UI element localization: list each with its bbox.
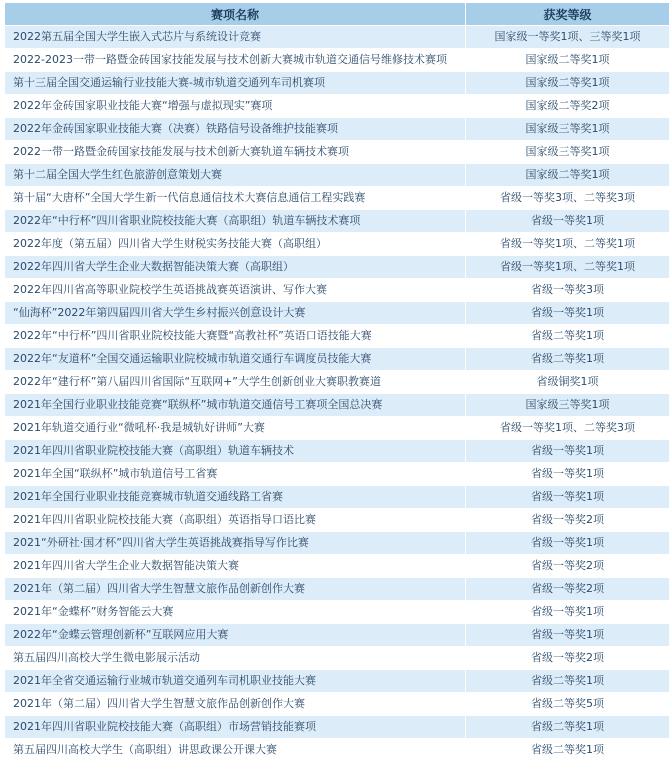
table-row [5,670,670,693]
award-level-cell: 省级铜奖1项 [466,371,670,394]
competition-name-cell: 第十三届全国交通运输行业技能大赛-城市轨道交通列车司机赛项 [5,72,466,95]
competition-name-cell: 2022年度（第五届）四川省大学生财税实务技能大赛（高职组） [5,233,466,256]
table-header [5,3,670,26]
table-row [5,371,670,394]
table-row [5,233,670,256]
table-row [5,26,670,49]
header-award-level: 获奖等级 [466,3,670,26]
award-level-cell: 国家级二等奖2项 [466,95,670,118]
competition-name-cell: 2021年全国“联纵杯”城市轨道信号工省赛 [5,463,466,486]
competition-name-cell: 2021年（第二届）四川省大学生智慧文旅作品创新创作大赛 [5,693,466,716]
award-level-cell: 国家级二等奖1项 [466,49,670,72]
table-row [5,739,670,762]
table-body [5,26,670,762]
competition-name-cell: 2022年金砖国家职业技能大赛“增强与虚拟现实”赛项 [5,95,466,118]
table-row [5,716,670,739]
table-row [5,325,670,348]
table-row [5,693,670,716]
award-level-cell: 省级一等奖1项 [466,532,670,555]
table-row [5,72,670,95]
award-level-cell: 省级一等奖1项 [466,302,670,325]
table-row [5,417,670,440]
competition-name-cell: 第十二届全国大学生红色旅游创意策划大赛 [5,164,466,187]
competition-name-cell: 2021年（第二届）四川省大学生智慧文旅作品创新创作大赛 [5,578,466,601]
competition-name-cell: 2022年“友道杯”全国交通运输职业院校城市轨道交通行车调度员技能大赛 [5,348,466,371]
competition-name-cell: 2021年全省交通运输行业城市轨道交通列车司机职业技能大赛 [5,670,466,693]
competition-name-cell: 第十届“大唐杯”全国大学生新一代信息通信技术大赛信息通信工程实践赛 [5,187,466,210]
competition-name-cell: 2021年轨道交通行业“微吼杯·我是城轨好讲师”大赛 [5,417,466,440]
award-level-cell: 省级一等奖2项 [466,555,670,578]
award-level-cell: 国家级一等奖1项、三等奖1项 [466,26,670,49]
competition-name-cell: 2022年“建行杯”第八届四川省国际“互联网+”大学生创新创业大赛职教赛道 [5,371,466,394]
award-level-cell: 国家级三等奖1项 [466,141,670,164]
competition-name-cell: 2021年全国行业职业技能竞赛“联纵杯”城市轨道交通信号工赛项全国总决赛 [5,394,466,417]
competition-name-cell: 2021年四川省职业院校技能大赛（高职组）英语指导口语比赛 [5,509,466,532]
competition-name-cell: 2022年四川省高等职业院校学生英语挑战赛英语演讲、写作大赛 [5,279,466,302]
table-row [5,141,670,164]
award-level-cell: 省级一等奖1项 [466,210,670,233]
competition-name-cell: 2022年“中行杯”四川省职业院校技能大赛（高职组）轨道车辆技术赛项 [5,210,466,233]
awards-table [4,2,670,762]
award-level-cell: 国家级二等奖1项 [466,72,670,95]
award-level-cell: 省级二等奖5项 [466,693,670,716]
competition-name-cell: 2021年四川省大学生企业大数据智能决策大赛 [5,555,466,578]
table-row [5,647,670,670]
header-row [5,3,670,26]
competition-name-cell: 2022年“中行杯”四川省职业院校技能大赛暨“高教社杯”英语口语技能大赛 [5,325,466,348]
competition-name-cell: 2022年四川省大学生企业大数据智能决策大赛（高职组） [5,256,466,279]
award-level-cell: 省级二等奖1项 [466,348,670,371]
table-row [5,348,670,371]
award-level-cell: 国家级三等奖1项 [466,394,670,417]
award-level-cell: 省级一等奖2项 [466,578,670,601]
table-row [5,624,670,647]
award-level-cell: 省级二等奖1项 [466,739,670,762]
award-level-cell: 省级一等奖1项、二等奖3项 [466,417,670,440]
award-level-cell: 国家级二等奖1项 [466,164,670,187]
award-level-cell: 省级一等奖2项 [466,509,670,532]
competition-name-cell: 2021年“金蝶杯”财务智能云大赛 [5,601,466,624]
table-row [5,601,670,624]
competition-name-cell: 2021“外研社·国才杯”四川省大学生英语挑战赛指导写作比赛 [5,532,466,555]
table-row [5,578,670,601]
award-level-cell: 省级一等奖2项 [466,647,670,670]
competition-name-cell: 2021年全国行业职业技能竞赛城市轨道交通线路工省赛 [5,486,466,509]
award-level-cell: 国家级三等奖1项 [466,118,670,141]
competition-name-cell: 2022一带一路暨金砖国家技能发展与技术创新大赛轨道车辆技术赛项 [5,141,466,164]
award-level-cell: 省级一等奖1项 [466,486,670,509]
competition-name-cell: 2021年四川省职业院校技能大赛（高职组）市场营销技能赛项 [5,716,466,739]
table-row [5,279,670,302]
table-row [5,95,670,118]
competition-name-cell: 2022第五届全国大学生嵌入式芯片与系统设计竞赛 [5,26,466,49]
competition-name-cell: “仙海杯”2022年第四届四川省大学生乡村振兴创意设计大赛 [5,302,466,325]
header-competition-name: 赛项名称 [5,3,466,26]
table-row [5,256,670,279]
table-row [5,555,670,578]
award-level-cell: 省级一等奖1项 [466,601,670,624]
award-level-cell: 省级一等奖3项、二等奖3项 [466,187,670,210]
competition-name-cell: 2022年“金蝶云管理创新杯”互联网应用大赛 [5,624,466,647]
table-row [5,187,670,210]
competition-name-cell: 第五届四川高校大学生（高职组）讲思政课公开课大赛 [5,739,466,762]
table-row [5,440,670,463]
award-level-cell: 省级一等奖1项 [466,463,670,486]
award-level-cell: 省级一等奖3项 [466,279,670,302]
table-row [5,302,670,325]
competition-name-cell: 2021年四川省职业院校技能大赛（高职组）轨道车辆技术 [5,440,466,463]
award-level-cell: 省级一等奖1项 [466,624,670,647]
table-row [5,210,670,233]
award-level-cell: 省级二等奖1项 [466,716,670,739]
competition-name-cell: 2022-2023一带一路暨金砖国家技能发展与技术创新大赛城市轨道交通信号维修技术赛项 [5,49,466,72]
award-level-cell: 省级一等奖1项 [466,440,670,463]
competition-name-cell: 第五届四川高校大学生微电影展示活动 [5,647,466,670]
competition-name-cell: 2022年金砖国家职业技能大赛（决赛）铁路信号设备维护技能赛项 [5,118,466,141]
table-row [5,509,670,532]
award-level-cell: 省级二等奖1项 [466,670,670,693]
table-row [5,463,670,486]
award-level-cell: 省级二等奖1项 [466,325,670,348]
table-row [5,394,670,417]
award-level-cell: 省级一等奖1项、二等奖1项 [466,256,670,279]
table-row [5,532,670,555]
table-row [5,118,670,141]
award-level-cell: 省级一等奖1项、二等奖1项 [466,233,670,256]
table-row [5,164,670,187]
table-row [5,486,670,509]
table-row [5,49,670,72]
